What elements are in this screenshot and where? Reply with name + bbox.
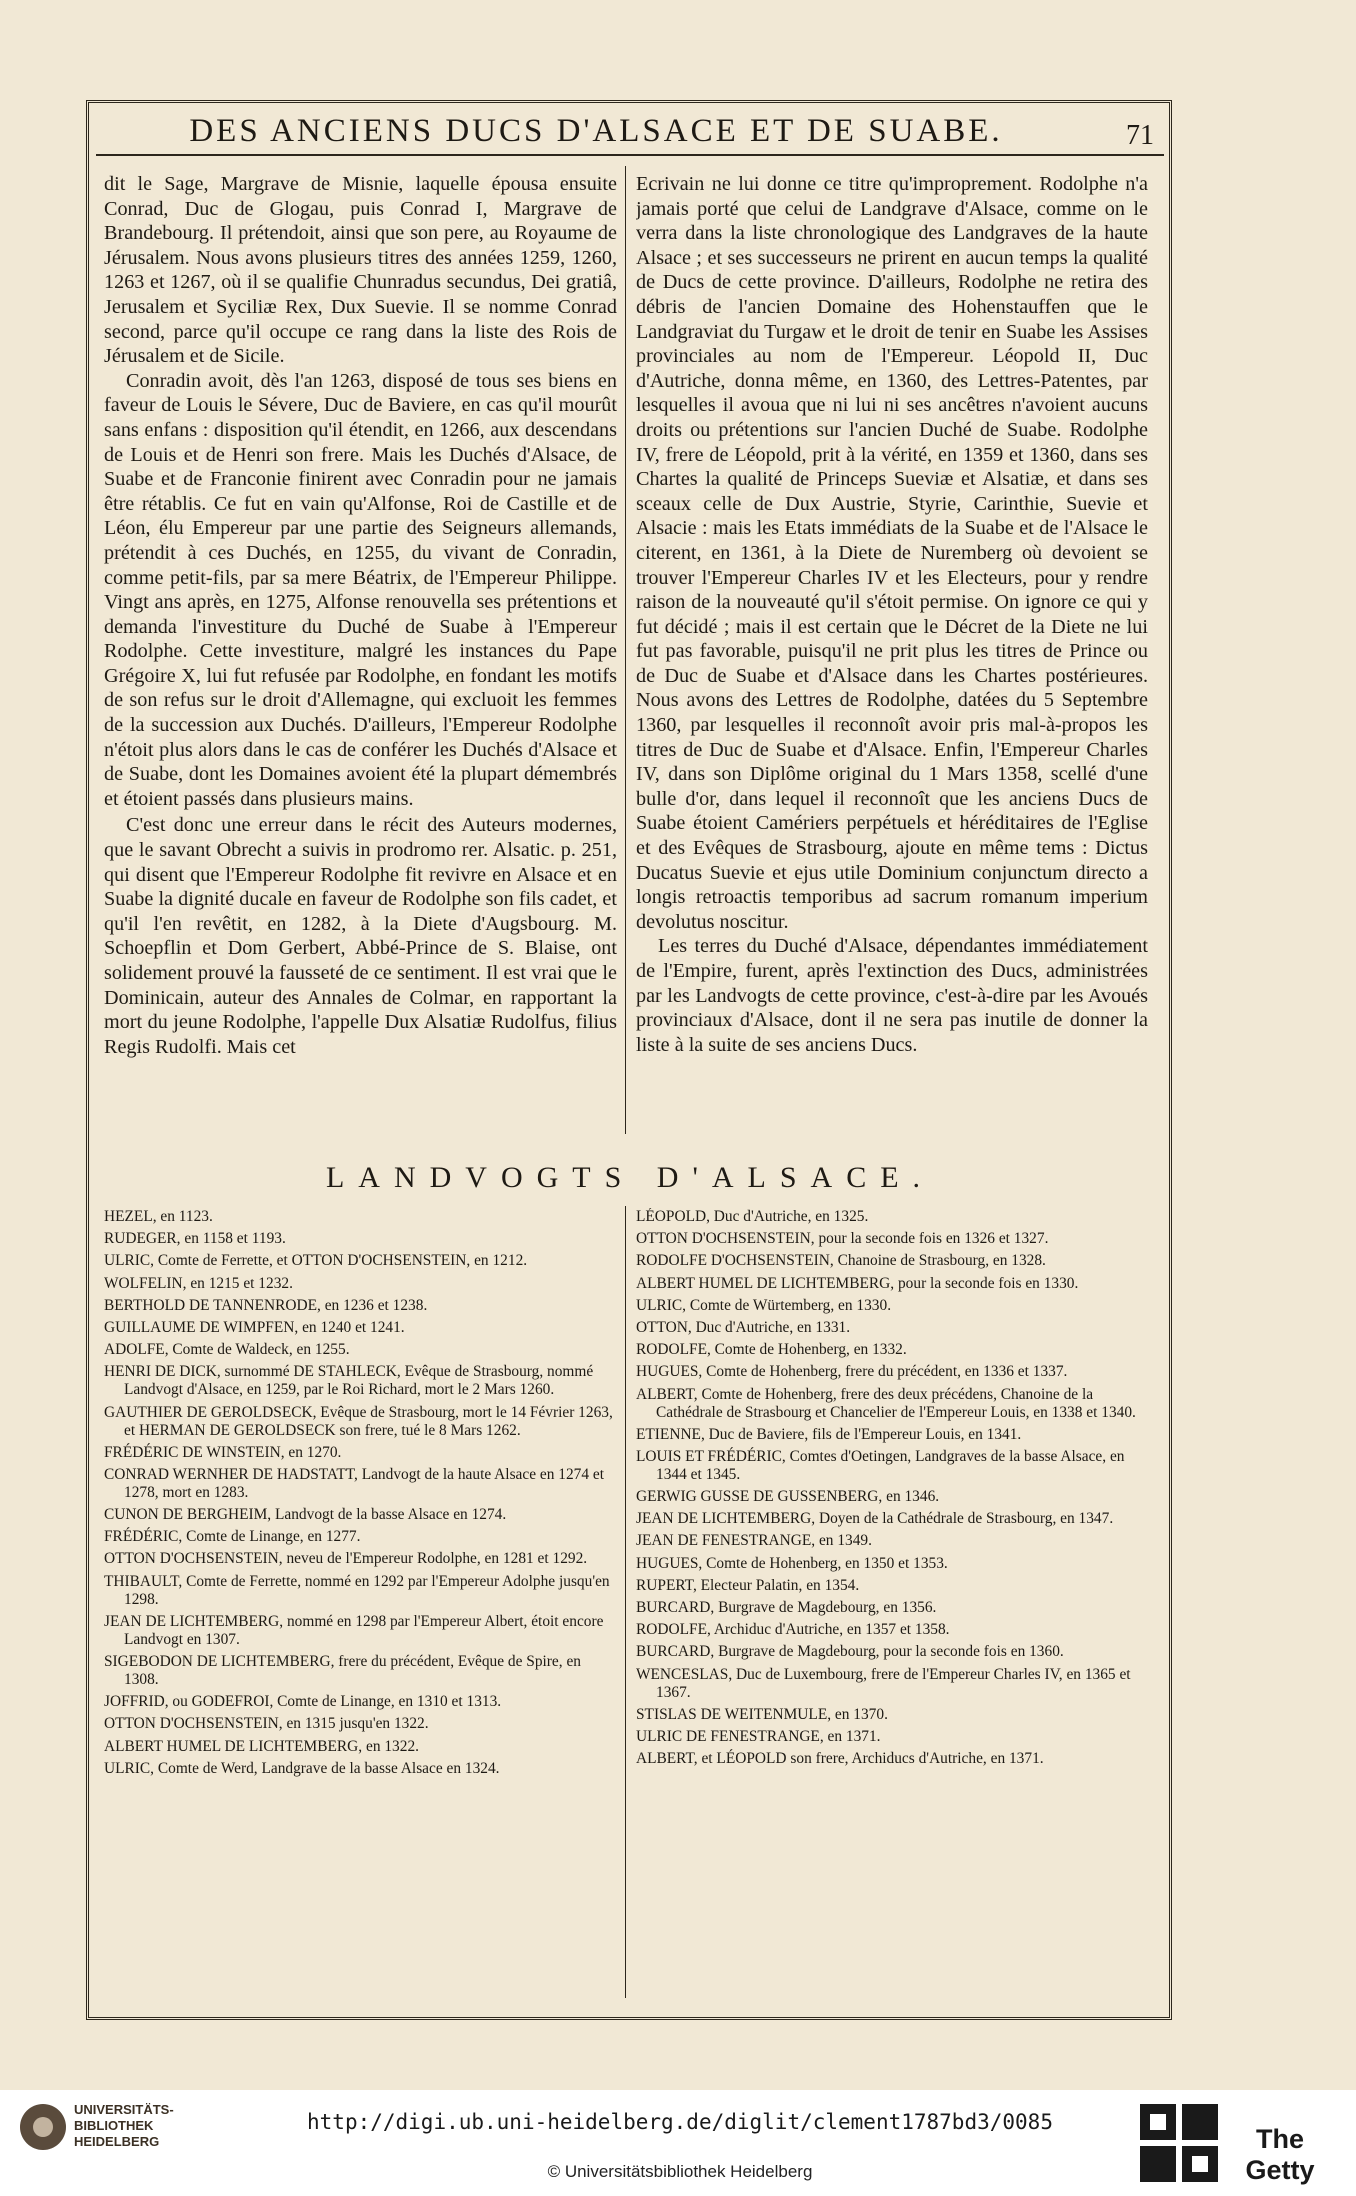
landvogt-entry: RUPERT, Electeur Palatin, en 1354. <box>636 1576 860 1594</box>
landvogt-entry: HEZEL, en 1123. <box>104 1208 213 1225</box>
paragraph: C'est donc une erreur dans le récit des Auteurs modernes, que le savant Obrecht a suivis in prodromo rer. Alsatic. p. 251, qui disent que l'Empereur Rodolphe fit revivre en Alsace et en Suabe la dignité ducale en faveur de Rodolphe son fils cadet, et qu'il l'en revêtit, en 1282, à la Diete d'Augsbourg. M. Schoepflin et Dom Gerbert, Abbé-Prince de S. Blaise, ont solidement prouvé la fausseté de ce sentiment. Il est vrai que le Dominicain, auteur des Annales de Colmar, en rapportant la mort du jeune Rodolphe, l'appelle Dux Alsatiæ Rudolfus, filius Regis Rudolfi. Mais cet <box>104 814 617 1058</box>
paragraph: Conradin avoit, dès l'an 1263, disposé de tous ses biens en faveur de Louis le Sévere, Duc de Baviere, en cas qu'il mourût sans enfans : disposition qu'il étendit, en 1266, aux descendans de Louis et de Henri son frere. Mais les Duchés d'Alsace, de Suabe et de Franconie finirent avec Conradin pour ne jamais être rétablis. Ce fut en vain qu'Alfonse, Roi de Castille et de Léon, élu Empereur par une partie des Seigneurs allemands, prétendit à ces Duchés, en 1255, du vivant de Conradin, comme petit-fils, par sa mere Béatrix, de l'Empereur Philippe. Vingt ans après, en 1275, Alfonse renouvella ses prétentions et demanda l'investiture du Duché de Suabe à l'Empereur Rodolphe. Cette investiture, malgré les instances du Pape Grégoire X, lui fut refusée par Rodolphe, en fondant les motifs de son refus sur le droit d'Allemagne, qui excluoit les femmes de la succession aux Duchés. D'ailleurs, l'Empereur Rodolphe n'étoit plus alors dans le cas de conférer les Duchés d'Alsace et de Suabe, dont les Domaines avoient été la plupart démembrés et étoient passés dans plusieurs mains. <box>104 369 617 810</box>
list-divider <box>625 1206 626 1998</box>
landvogt-entry: BURCARD, Burgrave de Magdebourg, en 1356. <box>636 1599 937 1616</box>
landvogt-entry: RODOLFE, Archiduc d'Autriche, en 1357 et 1358. <box>636 1621 950 1639</box>
landvogt-entry: BERTHOLD DE TANNENRODE, en 1236 et 1238. <box>104 1296 428 1314</box>
landvogt-entry: OTTON D'OCHSENSTEIN, en 1315 jusqu'en 1322. <box>104 1715 429 1733</box>
landvogt-entry: GAUTHIER DE GEROLDSECK, Evêque de Strasbourg, mort le 14 Février 1263, et HERMAN DE GEROLDSECK son frere, tué le 8 Mars 1262. <box>104 1403 613 1439</box>
landvogt-entry: HUGUES, Comte de Hohenberg, frere du précédent, en 1336 et 1337. <box>636 1363 1068 1381</box>
landvogt-entry: CONRAD WERNHER DE HADSTATT, Landvogt de la haute Alsace en 1274 et 1278, mort en 1283. <box>104 1465 605 1501</box>
landvogt-entry: THIBAULT, Comte de Ferrette, nommé en 1292 par l'Empereur Adolphe jusqu'en 1298. <box>104 1572 610 1608</box>
landvogt-entry: OTTON, Duc d'Autriche, en 1331. <box>636 1318 851 1336</box>
page-number: 71 <box>1126 120 1154 151</box>
landvogt-list-left <box>104 1208 614 1998</box>
landvogt-entry: BURCARD, Burgrave de Magdebourg, pour la seconde fois en 1360. <box>636 1643 1064 1661</box>
landvogt-entry: HUGUES, Comte de Hohenberg, en 1350 et 1353. <box>636 1554 948 1572</box>
landvogt-entry: RUDEGER, en 1158 et 1193. <box>104 1230 286 1248</box>
getty-logo-icon[interactable] <box>1134 2098 1224 2188</box>
page-header <box>96 108 1164 156</box>
landvogt-entry: ULRIC, Comte de Werd, Landgrave de la basse Alsace en 1324. <box>104 1759 500 1777</box>
landvogt-entry: OTTON D'OCHSENSTEIN, pour la seconde fois en 1326 et 1327. <box>636 1230 1049 1248</box>
landvogt-entry: STISLAS DE WEITENMULE, en 1370. <box>636 1705 888 1723</box>
landvogt-entry: LOUIS ET FRÉDÉRIC, Comtes d'Oetingen, Landgraves de la basse Alsace, en 1344 et 1345. <box>636 1447 1125 1483</box>
viewer-footer <box>0 2090 1356 2196</box>
getty-label[interactable]: The Getty <box>1245 2124 1315 2185</box>
landvogt-entry: SIGEBODON DE LICHTEMBERG, frere du précédent, Evêque de Spire, en 1308. <box>104 1653 581 1688</box>
landvogt-entry: GERWIG GUSSE DE GUSSENBERG, en 1346. <box>636 1488 940 1506</box>
landvogt-entry: JOFFRID, ou GODEFROI, Comte de Linange, en 1310 et 1313. <box>104 1693 502 1711</box>
landvogt-entry: FRÉDÉRIC, Comte de Linange, en 1277. <box>104 1528 361 1546</box>
column-divider <box>625 166 626 1134</box>
landvogt-entry: LÉOPOLD, Duc d'Autriche, en 1325. <box>636 1208 869 1225</box>
library-name-line: UNIVERSITÄTS- <box>74 2102 174 2117</box>
library-name-line: BIBLIOTHEK <box>74 2118 154 2133</box>
landvogt-entry: HENRI DE DICK, surnommé DE STAHLECK, Evêque de Strasbourg, nommé Landvogt d'Alsace, en 1259, par le Roi Richard, mort le 2 Mars 1260. <box>104 1363 594 1399</box>
landvogt-entry: OTTON D'OCHSENSTEIN, neveu de l'Empereur Rodolphe, en 1281 et 1292. <box>104 1550 588 1568</box>
section-title: LANDVOGTS D'ALSACE. <box>325 1161 935 1194</box>
paragraph: Les terres du Duché d'Alsace, dépendantes immédiatement de l'Empire, furent, après l'extinction des Ducs, administrées par les Landvogts de cette province, c'est-à-dire par les Avoués provinciaux d'Alsace, dont il ne sera pas inutile de donner la liste à la suite de ses anciens Ducs. <box>636 935 1148 1056</box>
university-seal-icon <box>20 2104 66 2150</box>
running-title: DES ANCIENS DUCS D'ALSACE ET DE SUABE. <box>189 113 1003 149</box>
landvogt-entry: ALBERT, Comte de Hohenberg, frere des deux précédens, Chanoine de la Cathédrale de Strasbourg et Chancelier de l'Empereur Louis, en 1338 et 1340. <box>636 1385 1136 1421</box>
landvogt-entry: WENCESLAS, Duc de Luxembourg, frere de l'Empereur Charles IV, en 1365 et 1367. <box>636 1665 1131 1701</box>
landvogt-entry: ALBERT HUMEL DE LICHTEMBERG, pour la seconde fois en 1330. <box>636 1274 1079 1292</box>
text-column-right <box>636 172 1148 1136</box>
landvogt-entry: RODOLFE, Comte de Hohenberg, en 1332. <box>636 1341 907 1359</box>
paragraph: dit le Sage, Margrave de Misnie, laquelle épousa ensuite Conrad, Duc de Glogau, puis Conrad I, Margrave de Brandebourg. Il prétendoit, ainsi que son pere, au Royaume de Jérusalem. Nous avons plusieurs titres des années 1259, 1260, 1263 et 1267, où il se qualifie Chunradus secundus, Dei gratiâ, Jerusalem et Syciliæ Rex, Dux Suevie. Il se nomme Conrad second, parce qu'il occupe ce rang dans la liste des Rois de Jérusalem et de Sicile. <box>104 173 617 368</box>
library-name[interactable] <box>74 2102 274 2150</box>
landvogt-entry: RODOLFE D'OCHSENSTEIN, Chanoine de Strasbourg, en 1328. <box>636 1252 1046 1270</box>
paragraph: Ecrivain ne lui donne ce titre qu'improprement. Rodolphe n'a jamais porté que celui de Landgrave d'Alsace, comme on le verra dans la liste chronologique des Landgraves de la haute Alsace ; et ses successeurs ne prirent en aucun temps la qualité de Ducs de cette province. D'ailleurs, Rodolphe ne retira des débris de l'ancien Domaine des Hohenstauffen que le Landgraviat du Turgaw et le droit de tenir en Suabe les Assises provinciales au nom de l'Empereur. Léopold II, Duc d'Autriche, donna même, en 1360, des Lettres-Patentes, par lesquelles il avoua que ni lui ni ses ancêtres n'avoient aucuns droits ou prétentions sur l'ancien Duché de Suabe. Rodolphe IV, frere de Léopold, prit à la vérité, en 1359 et 1360, dans ses Chartes la qualité de Princeps Sueviæ et Alsatiæ, et dans ses sceaux celle de Dux Austrie, Styrie, Carinthie, Suevie et Alsacie : mais les Etats immédiats de la Suabe et de l'Alsace le citerent, en 1361, à la Diete de Nuremberg où devoient se trouver l'Empereur Charles IV et les Electeurs, pour y rendre raison de la nouveauté qu'il s'étoit permise. On ignore ce qui y fut décidé ; mais il est certain que le Décret de la Diete ne lui fut pas favorable, puisqu'il ne prit plus les titres de Prince ou de Duc de Suabe et d'Alsace dans les Chartes postérieures. Nous avons des Lettres de Rodolphe, datées du 5 Septembre 1360, par lesquelles il reconnoît avoir pris mal-à-propos les titres de Duc de Suabe et d'Alsace. Enfin, l'Empereur Charles IV, dans son Diplôme original du 1 Mars 1358, scellé d'une bulle d'or, dans lequel il reconnoît que les anciens Ducs de Suabe étoient Camériers perpétuels et héréditaires de l'Eglise et des Evêques de Strasbourg, ajoute en même tems : Dictus Ducatus Suevie et ejus utile Dominium conjunctum directo a longis retroactis temporibus ad sacrum romanum imperium devolutus noscitur. <box>636 173 1148 933</box>
landvogt-entry: ULRIC DE FENESTRANGE, en 1371. <box>636 1727 881 1745</box>
landvogt-entry: ALBERT HUMEL DE LICHTEMBERG, en 1322. <box>104 1737 419 1755</box>
landvogt-entry: ULRIC, Comte de Ferrette, et OTTON D'OCHSENSTEIN, en 1212. <box>104 1252 528 1270</box>
landvogt-entry: GUILLAUME DE WIMPFEN, en 1240 et 1241. <box>104 1318 405 1336</box>
landvogt-entry: FRÉDÉRIC DE WINSTEIN, en 1270. <box>104 1443 342 1461</box>
landvogt-entry: JEAN DE FENESTRANGE, en 1349. <box>636 1532 872 1550</box>
landvogt-entry: ADOLFE, Comte de Waldeck, en 1255. <box>104 1341 350 1359</box>
landvogt-entry: ETIENNE, Duc de Baviere, fils de l'Empereur Louis, en 1341. <box>636 1425 1022 1443</box>
text-column-left <box>104 172 617 1136</box>
permalink-url[interactable]: http://digi.ub.uni-heidelberg.de/diglit/clement1787bd3/0085 <box>307 2110 1053 2134</box>
landvogt-entry: JEAN DE LICHTEMBERG, nommé en 1298 par l'Empereur Albert, étoit encore Landvogt en 1307. <box>104 1612 604 1648</box>
landvogt-entry: ULRIC, Comte de Würtemberg, en 1330. <box>636 1296 892 1314</box>
landvogt-entry: ALBERT, et LÉOPOLD son frere, Archiducs d'Autriche, en 1371. <box>636 1750 1044 1768</box>
landvogt-entry: JEAN DE LICHTEMBERG, Doyen de la Cathédrale de Strasbourg, en 1347. <box>636 1510 1114 1528</box>
copyright-notice: © Universitätsbibliothek Heidelberg <box>547 2162 813 2181</box>
landvogt-entry: WOLFELIN, en 1215 et 1232. <box>104 1274 293 1292</box>
landvogt-list-right <box>636 1208 1148 1998</box>
landvogt-entry: CUNON DE BERGHEIM, Landvogt de la basse Alsace en 1274. <box>104 1506 507 1524</box>
library-name-line: HEIDELBERG <box>74 2134 160 2149</box>
